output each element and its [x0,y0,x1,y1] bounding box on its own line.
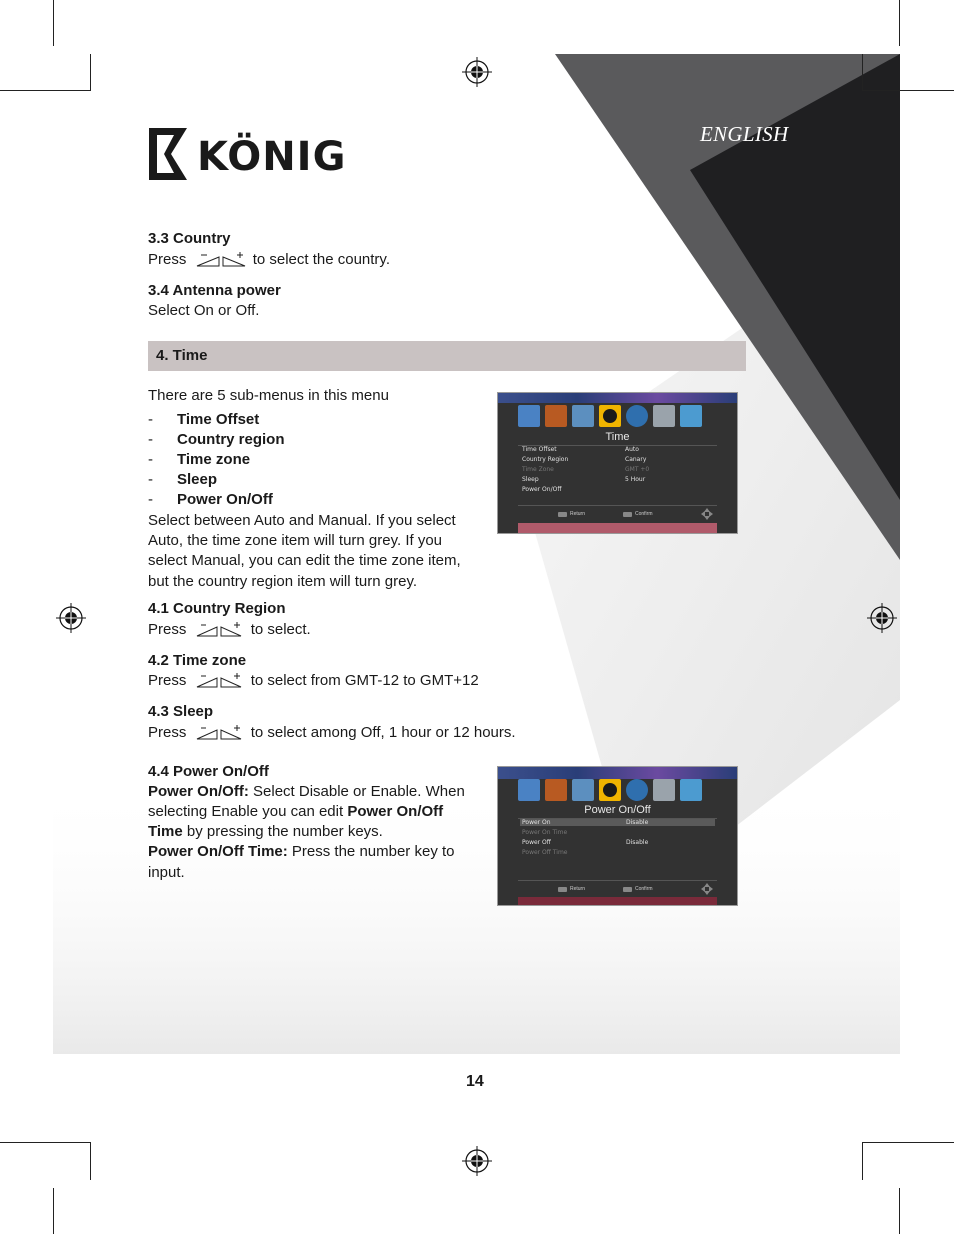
channel-icon [545,405,567,427]
crop-mark [90,1142,91,1180]
menu-row-value: Disable [626,819,649,826]
body-text: select Manual, you can edit the time zone item, [148,552,461,569]
search-icon [572,779,594,801]
instruction-line: Press to select. [148,621,311,638]
volume-keys-icon [193,252,247,268]
menu-icon-row [518,405,702,427]
registration-mark-icon [867,603,897,633]
chapter-heading: 4. Time [156,347,208,364]
menu-row-value: GMT +0 [625,466,650,473]
menu-row-label: Time Offset [522,446,557,453]
menu-footer [518,505,717,522]
crop-mark [899,1188,900,1234]
time-menu-screenshot [497,392,738,534]
search-icon [572,405,594,427]
globe-icon [626,779,648,801]
menu-row-value: Disable [626,839,649,846]
section-heading: 3.4 Antenna power [148,282,281,299]
body-text: Select On or Off. [148,302,260,319]
crop-mark [862,1142,863,1180]
dpad-icon [700,882,714,896]
instruction-line: Press to select from GMT-12 to GMT+12 [148,672,479,689]
return-hint: Return [570,511,586,517]
body-text: There are 5 sub-menus in this menu [148,387,389,404]
menu-row-value: 5 Hour [625,476,646,483]
registration-mark-icon [462,57,492,87]
time-icon [599,405,621,427]
section-heading: 3.3 Country [148,230,231,247]
confirm-hint: Confirm [635,886,653,892]
menu-row-label: Power Off [522,839,551,846]
registration-mark-icon [462,1146,492,1176]
language-label: ENGLISH [700,122,789,146]
crop-mark [862,90,954,91]
return-hint: Return [570,886,586,892]
menu-footer [518,880,717,897]
instruction-line: Press to select among Off, 1 hour or 12 hours. [148,724,516,741]
body-text: Power On/Off Time: Press the number key to [148,843,455,860]
menu-title: Power On/Off [584,804,651,816]
list-item: - Country region [148,431,285,448]
body-text: input. [148,864,185,881]
picture-icon [518,405,540,427]
settings-icon [653,405,675,427]
crop-mark [0,90,91,91]
menu-row-label: Sleep [522,476,539,483]
menu-title: Time [605,431,630,443]
section-heading: 4.2 Time zone [148,652,247,669]
globe-icon [626,405,648,427]
volume-keys-icon [193,673,245,689]
menu-row-value: Auto [625,446,639,453]
list-item: - Time zone [148,451,251,468]
body-text: selecting Enable you can edit Power On/Off [148,803,444,820]
time-icon [599,779,621,801]
power-on-off-screenshot [497,766,738,906]
body-text: Auto, the time zone item will turn grey. If you [148,532,443,549]
settings-icon [653,779,675,801]
chapter-heading-bar [148,341,746,371]
system-icon [680,779,702,801]
section-heading: 4.1 Country Region [148,600,286,617]
crop-mark [862,54,863,91]
menu-row-label: Power On Time [522,829,568,836]
menu-row-label: Power On/Off [522,486,562,493]
crop-mark [53,1188,54,1234]
brand-wordmark: KÖNIG [197,134,347,180]
section-heading: 4.3 Sleep [148,703,214,720]
channel-icon [545,779,567,801]
menu-row-label: Power On [522,819,551,826]
list-item: - Power On/Off [148,491,273,508]
menu-row-label: Country Region [522,456,569,463]
crop-mark [862,1142,954,1143]
confirm-hint: Confirm [635,511,653,517]
crop-mark [0,1142,91,1143]
picture-icon [518,779,540,801]
body-text: Select between Auto and Manual. If you select [148,512,456,529]
submenu-list [148,410,478,512]
menu-row-value: Canary [625,456,647,463]
list-item: - Sleep [148,471,218,488]
dpad-icon [700,507,714,521]
list-item: - Time Offset [148,411,260,428]
page-number: 14 [466,1073,484,1090]
konig-logo [147,126,357,182]
crop-mark [90,54,91,91]
body-text: but the country region item will turn grey. [148,573,418,590]
volume-keys-icon [193,622,245,638]
menu-icon-row [518,779,702,801]
system-icon [680,405,702,427]
body-text: Power On/Off: Select Disable or Enable. When [148,783,465,800]
registration-mark-icon [56,603,86,633]
crop-mark [53,0,54,46]
section-heading: 4.4 Power On/Off [148,763,269,780]
menu-row-label: Power Off Time [522,849,568,856]
body-text: Time by pressing the number keys. [148,823,383,840]
crop-mark [899,0,900,46]
instruction-line: Press to select the country. [148,251,390,268]
menu-row-label: Time Zone [522,466,554,473]
volume-keys-icon [193,725,245,741]
